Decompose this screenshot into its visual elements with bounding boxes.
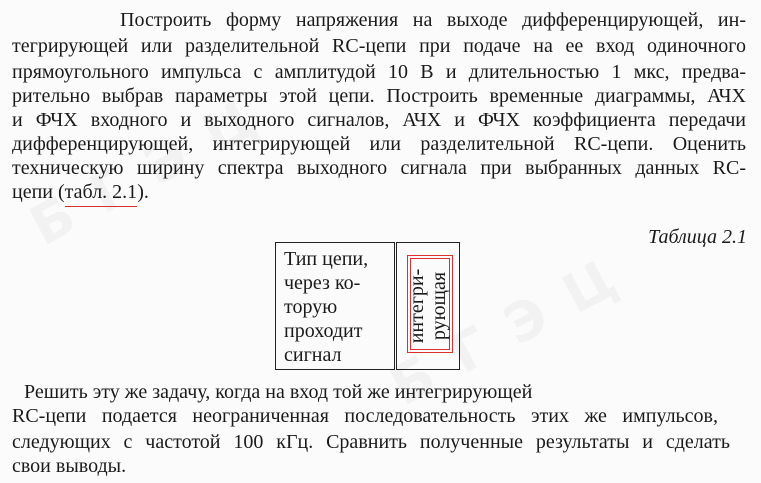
circuit-type-value: интегри- рующая [406,268,450,344]
paragraph-line: прямоугольного импульса с амплитудой 10 В и длительностью 1 мкс, предва- [12,61,746,83]
paragraph-line: техническую ширину спектра выходного сигнала при выбранных данных RC- [12,157,746,179]
header-line: через ко- [284,272,361,294]
paragraph-line: и ФЧХ входного и выходного сигналов, АЧХ и ФЧХ коэффициента передачи [12,109,746,131]
paragraph-line: следующих с частотой 100 кГц. Сравнить полученные результаты и сделать [12,431,730,453]
circuit-type-table [275,242,460,370]
paragraph-line-start: цепи ( [12,181,65,203]
header-line: торую [284,296,338,318]
paragraph-line: Решить эту же задачу, когда на вход той же интегрирующей [24,381,533,403]
paragraph-line: тегрирующей или разделительной RC-цепи при подаче на ее вход одиночного [12,35,746,57]
table-caption: Таблица 2.1 [648,226,747,248]
table-value-cell [396,242,460,370]
table-reference-link[interactable]: табл. 2.1 [64,181,138,203]
table-header-cell [275,242,395,370]
header-line: сигнал [284,344,342,366]
paragraph-line: RC-цепи подается неограниченная последовательность этих же импульсов, [12,405,718,427]
paragraph-line: Построить форму напряжения на выходе дифференцирующей, ин- [120,9,746,31]
paragraph-line-end: ). [137,181,149,203]
paragraph-line: дифференцирующей, интегрирующей или разделительной RC-цепи. Оценить [12,133,746,155]
paragraph-line: рительно выбрав параметры этой цепи. Построить временные диаграммы, АЧХ [12,85,746,107]
paragraph-line: свои выводы. [12,455,127,477]
header-line: проходит [284,320,363,342]
header-line: Тип цепи, [284,248,369,270]
